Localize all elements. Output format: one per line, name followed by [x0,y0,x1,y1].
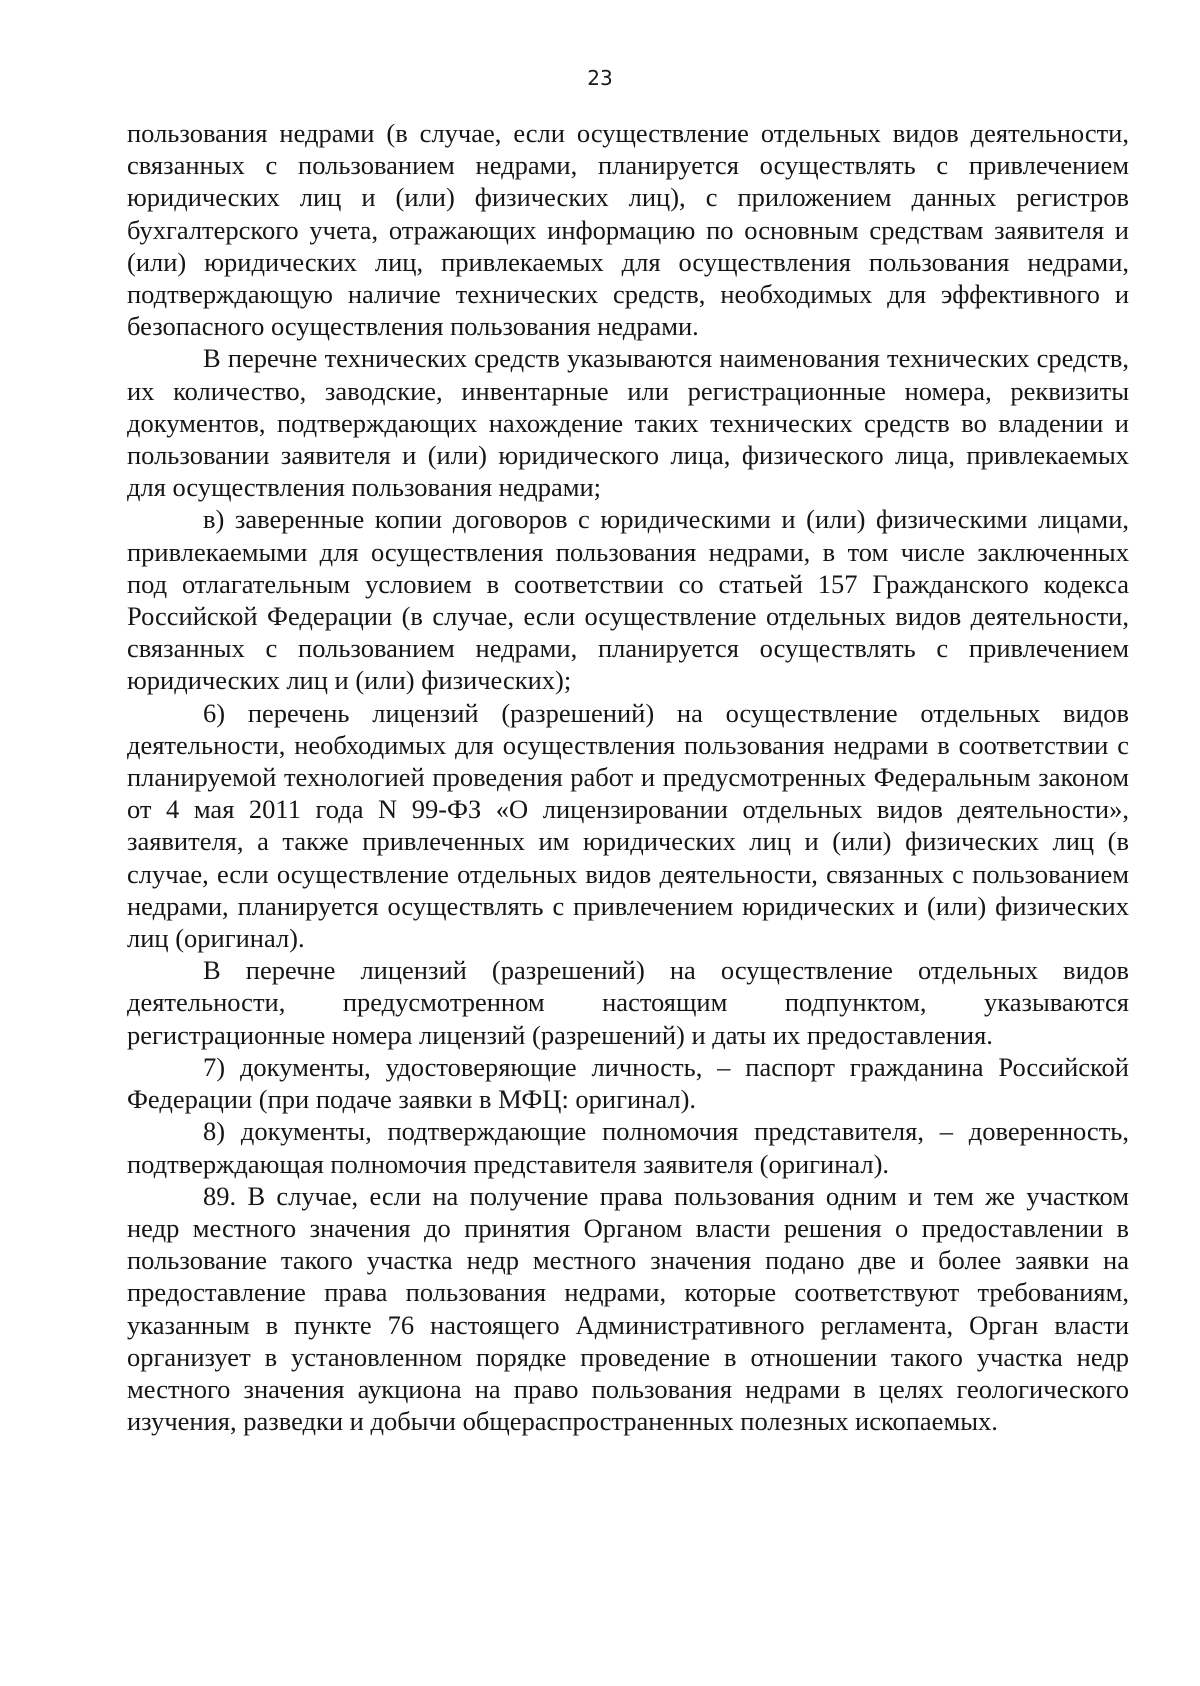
paragraph-continuation: пользования недрами (в случае, если осуществление отдельных видов деятельности, связанных с пользованием недрами, планируется осуществлять с привлечением юридических лиц и (или) физических лиц), с приложением данных регистров бухгалтерского учета, отражающих информацию по основным средствам заявителя и (или) юридических лиц, привлекаемых для осуществления пользования недрами, подтверждающую наличие технических средств, необходимых для эффективного и безопасного осуществления пользования недрами. [127,118,1129,342]
paragraph-item-7-identity-documents: 7) документы, удостоверяющие личность, – паспорт гражданина Российской Федерации (при подаче заявки в МФЦ: оригинал). [127,1051,1129,1115]
paragraph-licenses-list: В перечне лицензий (разрешений) на осуществление отдельных видов деятельности, предусмотренном настоящим подпунктом, указываются регистрационные номера лицензий (разрешений) и даты их предоставления. [127,955,1129,1050]
paragraph-item-6-licenses: 6) перечень лицензий (разрешений) на осуществление отдельных видов деятельности, необходимых для осуществления пользования недрами в соответствии с планируемой технологией проведения работ и предусмотренных Федеральным законом от 4 мая 2011 года N 99-ФЗ «О лицензировании отдельных видов деятельности», заявителя, а также привлеченных им юридических лиц и (или) физических лиц (в случае, если осуществление отдельных видов деятельности, связанных с пользованием недрами, планируется осуществлять с привлечением юридических и (или) физических лиц (оригинал). [127,697,1129,954]
paragraph-item-v-contracts: в) заверенные копии договоров с юридическими и (или) физическими лицами, привлекаемыми для осуществления пользования недрами, в том числе заключенных под отлагательным условием в соответствии со статьей 157 Гражданского кодекса Российской Федерации (в случае, если осуществление отдельных видов деятельности, связанных с пользованием недрами, планируется осуществлять с привлечением юридических лиц и (или) физических); [127,504,1129,696]
paragraph-technical-means-list: В перечне технических средств указываются наименования технических средств, их количество, заводские, инвентарные или регистрационные номера, реквизиты документов, подтверждающих нахождение таких технических средств во владении и пользовании заявителя и (или) юридического лица, физического лица, привлекаемых для осуществления пользования недрами; [127,343,1129,503]
document-body [127,117,1129,1437]
paragraph-clause-89-auction: 89. В случае, если на получение права пользования одним и тем же участком недр местного значения до принятия Органом власти решения о предоставлении в пользование такого участка недр местного значения подано две и более заявки на предоставление права пользования недрами, которые соответствуют требованиям, указанным в пункте 76 настоящего Административного регламента, Орган власти организует в установленном порядке проведение в отношении такого участка недр местного значения аукциона на право пользования недрами в целях геологического изучения, разведки и добычи общераспространенных полезных ископаемых. [127,1180,1129,1437]
paragraph-item-8-representative-documents: 8) документы, подтверждающие полномочия представителя, – доверенность, подтверждающая полномочия представителя заявителя (оригинал). [127,1116,1129,1179]
page-number: 23 [587,66,613,90]
